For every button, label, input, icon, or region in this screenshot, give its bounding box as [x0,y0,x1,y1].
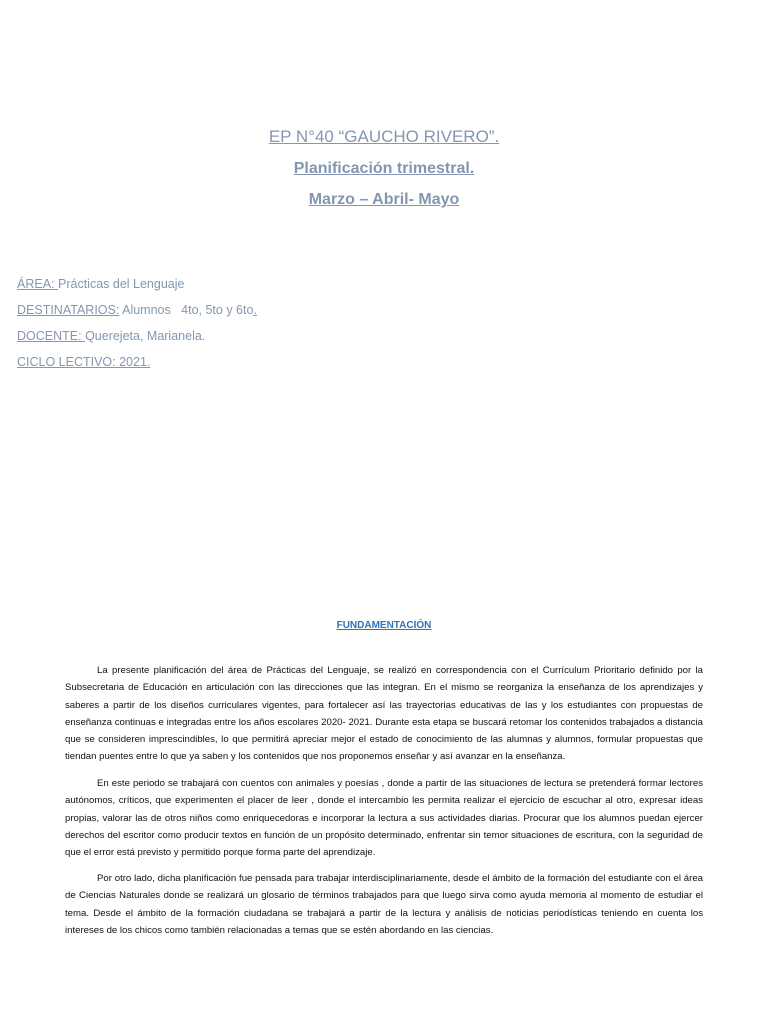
destinatarios-trailing: . [253,303,257,317]
ciclo-line [17,355,150,369]
docente-value: Querejeta, Marianela. [85,329,206,343]
fundamentacion-paragraph-2: En este periodo se trabajará con cuentos con animales y poesías , donde a partir de las situaciones de lectura se pretenderá formar lectores autónomos, críticos, que experimenten el placer de leer , donde el intercambio les permita realizar el ejercicio de escuchar al otro, expresar ideas propias, valorar las de otros niños como enriquecedoras e incorporar la lectura a sus actividades diarias. Procurar que los alumnos puedan ejercer derechos del escritor como producir textos en función de un propósito determinado, enfrentar sin temor situaciones de escritura, con la seguridad de que el error está previsto y permitido porque forma parte del aprendizaje. [65,778,703,859]
destinatarios-value: Alumnos 4to, 5to y 6to [119,303,254,317]
fundamentacion-paragraph-3: Por otro lado, dicha planificación fue pensada para trabajar interdisciplinariamente, desde el ámbito de la formación del estudiante con el área de Ciencias Naturales donde se realizará un glosario de términos trabajados para que luego sirva como ayuda memoria al momento de estudiar el tema. Desde el ámbito de la formación ciudadana se trabajará a partir de la lectura y análisis de noticias periodísticas teniendo en cuenta los intereses de los chicos como también relacionadas a temas que se estén abordando en las ciencias. [65,873,703,936]
docente-line [17,329,205,343]
area-line [17,277,184,291]
area-value: Prácticas del Lenguaje [58,277,185,291]
school-title: EP N°40 “GAUCHO RIVERO”. [268,127,500,146]
area-label: ÁREA: [17,277,58,291]
period-title: Marzo – Abril- Mayo [308,191,460,208]
fundamentacion-paragraph-1: La presente planificación del área de Prácticas del Lenguaje, se realizó en correspondencia con el Currículum Prioritario definido por la Subsecretaria de Educación en articulación con las direcciones que las integran. En el mismo se reorganiza la enseñanza de los aprendizajes y saberes a partir de los diseños curriculares vigentes, para fortalecer así las trayectorias educativas de las y los estudiantes con propuestas de enseñanza continuas e integradas entre los años escolares 2020- 2021. Durante esta etapa se buscará retomar los contenidos trabajados a distancia que se consideren imprescindibles, lo que permitirá apreciar mejor el estado de conocimiento de las alumnas y alumnos, formular propuestas que tiendan puentes entre lo que ya saben y los contenidos que nos proponemos enseñar y así avanzar en la enseñanza. [65,665,703,763]
fundamentacion-heading: FUNDAMENTACIÓN [336,620,432,631]
destinatarios-line [17,303,257,317]
docente-label: DOCENTE: [17,329,86,343]
ciclo-lectivo: CICLO LECTIVO: 2021. [17,355,151,369]
plan-title: Planificación trimestral. [293,160,475,177]
destinatarios-label: DESTINATARIOS: [17,303,120,317]
